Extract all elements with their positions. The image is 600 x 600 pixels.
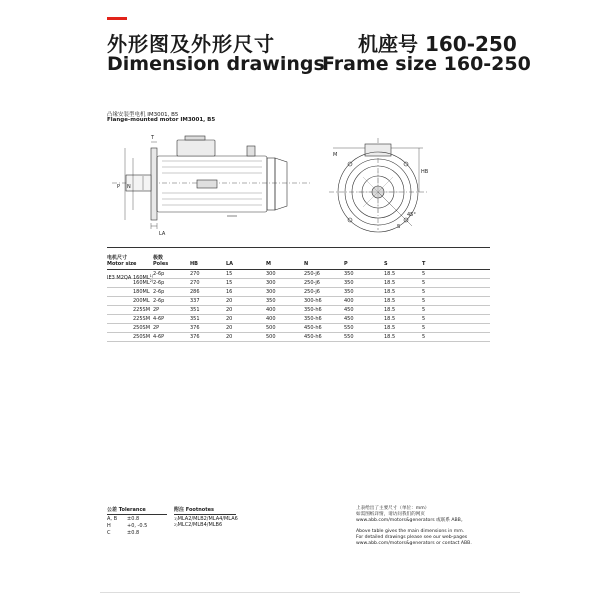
col-header-p: P [344, 248, 384, 270]
col-header-poles: 极数 Poles [153, 248, 190, 270]
table-header-row [107, 248, 490, 270]
footnote-item: $^{2)}$MLC2/MLB4/MLB6 [174, 522, 223, 528]
tolerance-header: 公差 Tolerance [107, 506, 167, 515]
dim-label-la: LA [159, 231, 166, 237]
col-header-m: M [266, 248, 304, 270]
frame-size-cn: 机座号 160-250 [358, 32, 517, 56]
info-note: 上表给出了主要尺寸（单位：mm） 如需图纸详情，请访问我们的网页 www.abb.com/motors&generators 或联系 ABB。 Above table gives the main dimensions in mm. For detailed drawings please see our web-pages www.abb.com/motors&generators or contact ABB. [356, 506, 472, 546]
page-title-en: Dimension drawings [107, 53, 325, 75]
dim-label-hb: HB [421, 169, 429, 175]
table-row: 180ML 2-6p 286 16 300 250-j6 350 18.5 5 [107, 288, 490, 297]
table-row: 225SM 2P 351 20 400 350-h6 450 18.5 5 [107, 306, 490, 315]
tolerance-row: A, B ±0.8 [107, 516, 140, 522]
dim-label-t: T [151, 135, 155, 141]
table-row: IE3 M2QA 160ML$^{1)}$ 2-6p 270 15 300 250-j6 350 18.5 5 [107, 270, 490, 279]
tolerance-row: H +0, -0.5 [107, 523, 148, 529]
motor-side-view [112, 136, 312, 220]
footnote-item: $^{1)}$MLA2/MLB2/MLA4/MLA6 [174, 516, 238, 522]
col-header-hb: HB [190, 248, 226, 270]
col-header-la: LA [226, 248, 266, 270]
col-header-motor-size: 电机尺寸 Motor size [107, 248, 153, 270]
col-header-t: T [422, 248, 490, 270]
dimension-table [107, 247, 490, 342]
col-header-n: N [304, 248, 344, 270]
dim-label-s: S [397, 224, 401, 230]
table-row: 160ML$^{2)}$ 2-6p 270 15 300 250-j6 350 18.5 5 [107, 279, 490, 288]
motor-dimension-drawing [107, 128, 437, 240]
drawing-caption-cn: 凸缘安装型电机 IM3001, B5 [107, 112, 179, 118]
table-row: 200ML 2-6p 337 20 350 300-h6 400 18.5 5 [107, 297, 490, 306]
dim-label-m: M [333, 152, 338, 158]
series-label: IE3 M2QA [107, 275, 132, 281]
dim-label-p: P [117, 184, 121, 190]
footnotes-table [174, 506, 236, 528]
accent-bar [107, 17, 127, 20]
table-row: 250SM 2P 376 20 500 450-h6 550 18.5 5 [107, 324, 490, 333]
table-row: 250SM 4-6P 376 20 500 450-h6 550 18.5 5 [107, 333, 490, 342]
drawing-caption-en: Flange-mounted motor IM3001, B5 [107, 117, 216, 123]
table-row: 225SM 4-6P 351 20 400 350-h6 450 18.5 5 [107, 315, 490, 324]
footer-rule [100, 592, 520, 593]
tolerance-table [107, 506, 167, 537]
frame-size-en: Frame size 160-250 [322, 53, 531, 75]
tolerance-row: C ±0.8 [107, 530, 140, 536]
page-title-cn: 外形图及外形尺寸 [107, 32, 275, 56]
col-header-s: S [384, 248, 422, 270]
footnotes-header: 附注 Footnotes [174, 506, 236, 515]
dim-label-n: N [127, 184, 131, 190]
dim-label-angle: 45° [407, 212, 416, 218]
